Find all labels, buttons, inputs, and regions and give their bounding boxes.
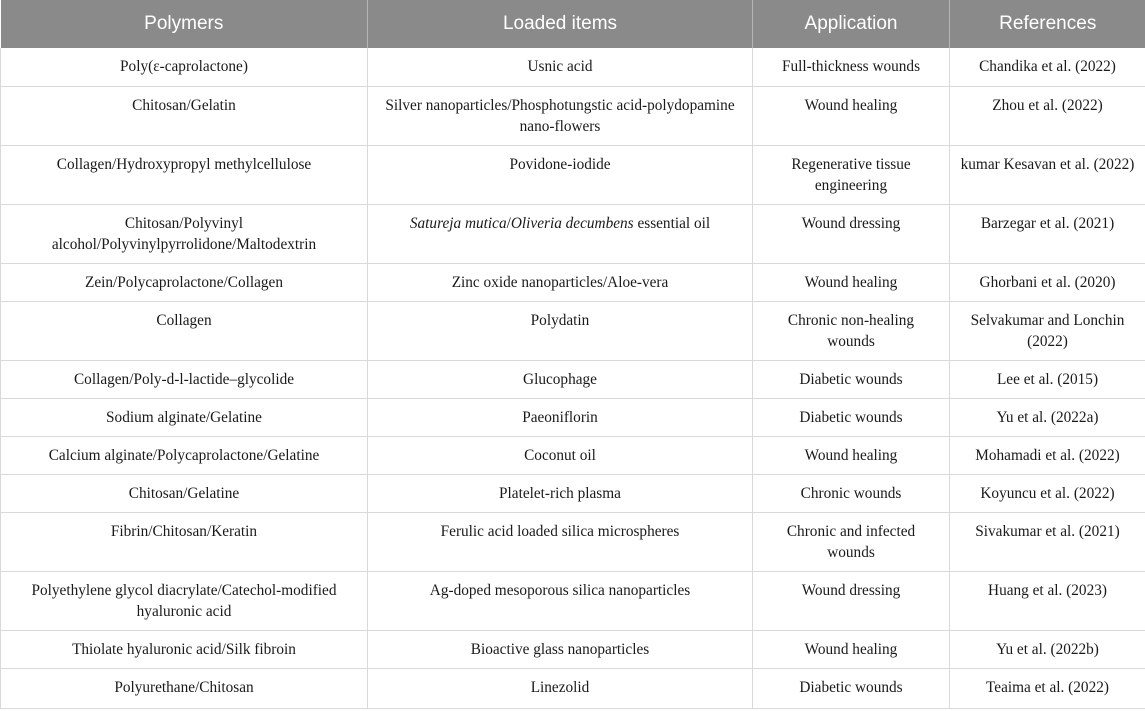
table-row bbox=[1, 263, 1145, 301]
cell-application: Regenerative tissue engineering bbox=[753, 145, 950, 204]
cell-polymers: Polyurethane/Chitosan bbox=[1, 668, 368, 708]
table-row bbox=[1, 668, 1145, 708]
cell-polymers: Chitosan/Gelatin bbox=[1, 86, 368, 145]
table-row bbox=[1, 301, 1145, 360]
cell-polymers: Zein/Polycaprolactone/Collagen bbox=[1, 263, 368, 301]
cell-polymers: Thiolate hyaluronic acid/Silk fibroin bbox=[1, 630, 368, 668]
loaded-italic-species-1: Satureja mutica bbox=[409, 214, 507, 232]
cell-reference: Zhou et al. (2022) bbox=[950, 86, 1145, 145]
cell-loaded-items: Platelet-rich plasma bbox=[368, 474, 753, 512]
cell-reference: Yu et al. (2022b) bbox=[950, 630, 1145, 668]
cell-reference: Ghorbani et al. (2020) bbox=[950, 263, 1145, 301]
cell-application: Wound healing bbox=[753, 630, 950, 668]
cell-polymers: Calcium alginate/Polycaprolactone/Gelatine bbox=[1, 436, 368, 474]
cell-loaded-items: Ferulic acid loaded silica microspheres bbox=[368, 512, 753, 571]
cell-polymers: Sodium alginate/Gelatine bbox=[1, 398, 368, 436]
table-row bbox=[1, 630, 1145, 668]
cell-polymers: Chitosan/Polyvinyl alcohol/Polyvinylpyrrolidone/Maltodextrin bbox=[1, 204, 368, 263]
header-references: References bbox=[950, 0, 1145, 48]
cell-polymers: Chitosan/Gelatine bbox=[1, 474, 368, 512]
table-row bbox=[1, 512, 1145, 571]
loaded-suffix: essential oil bbox=[633, 214, 711, 232]
cell-polymers: Fibrin/Chitosan/Keratin bbox=[1, 512, 368, 571]
cell-loaded-items: Glucophage bbox=[368, 360, 753, 398]
table-row bbox=[1, 474, 1145, 512]
cell-loaded-items: Bioactive glass nanoparticles bbox=[368, 630, 753, 668]
table-row bbox=[1, 436, 1145, 474]
cell-application: Full-thickness wounds bbox=[753, 48, 950, 86]
cell-application: Chronic and infected wounds bbox=[753, 512, 950, 571]
cell-application: Diabetic wounds bbox=[753, 668, 950, 708]
cell-application: Diabetic wounds bbox=[753, 398, 950, 436]
table-row bbox=[1, 48, 1145, 86]
cell-loaded-items: Coconut oil bbox=[368, 436, 753, 474]
cell-application: Wound healing bbox=[753, 86, 950, 145]
cell-loaded-items: Polydatin bbox=[368, 301, 753, 360]
table-row bbox=[1, 86, 1145, 145]
cell-reference: Yu et al. (2022a) bbox=[950, 398, 1145, 436]
cell-polymers: Collagen bbox=[1, 301, 368, 360]
cell-application: Wound dressing bbox=[753, 571, 950, 630]
cell-reference: Sivakumar et al. (2021) bbox=[950, 512, 1145, 571]
cell-application: Wound healing bbox=[753, 263, 950, 301]
header-application: Application bbox=[753, 0, 950, 48]
table-row bbox=[1, 360, 1145, 398]
cell-reference: Barzegar et al. (2021) bbox=[950, 204, 1145, 263]
header-row bbox=[1, 0, 1145, 48]
cell-reference: kumar Kesavan et al. (2022) bbox=[950, 145, 1145, 204]
cell-reference: Mohamadi et al. (2022) bbox=[950, 436, 1145, 474]
cell-loaded-items: Linezolid bbox=[368, 668, 753, 708]
cell-reference: Chandika et al. (2022) bbox=[950, 48, 1145, 86]
cell-loaded-items: Zinc oxide nanoparticles/Aloe-vera bbox=[368, 263, 753, 301]
cell-reference: Selvakumar and Lonchin (2022) bbox=[950, 301, 1145, 360]
cell-polymers: Collagen/Poly-d-l-lactide–glycolide bbox=[1, 360, 368, 398]
cell-polymers: Poly(ε-caprolactone) bbox=[1, 48, 368, 86]
header-polymers: Polymers bbox=[1, 0, 368, 48]
cell-polymers: Polyethylene glycol diacrylate/Catechol-modified hyaluronic acid bbox=[1, 571, 368, 630]
cell-loaded-items bbox=[368, 204, 753, 263]
cell-polymers: Collagen/Hydroxypropyl methylcellulose bbox=[1, 145, 368, 204]
cell-application: Wound healing bbox=[753, 436, 950, 474]
cell-loaded-items: Povidone-iodide bbox=[368, 145, 753, 204]
header-loaded-items: Loaded items bbox=[368, 0, 753, 48]
cell-reference: Lee et al. (2015) bbox=[950, 360, 1145, 398]
cell-application: Chronic non-healing wounds bbox=[753, 301, 950, 360]
table-row bbox=[1, 398, 1145, 436]
cell-application: Wound dressing bbox=[753, 204, 950, 263]
table-row bbox=[1, 204, 1145, 263]
cell-loaded-items: Usnic acid bbox=[368, 48, 753, 86]
loaded-separator: / bbox=[506, 214, 511, 232]
table-row bbox=[1, 571, 1145, 630]
cell-application: Diabetic wounds bbox=[753, 360, 950, 398]
cell-reference: Huang et al. (2023) bbox=[950, 571, 1145, 630]
loaded-italic-species-2: Oliveria decumbens bbox=[510, 214, 634, 232]
cell-reference: Teaima et al. (2022) bbox=[950, 668, 1145, 708]
table-row bbox=[1, 145, 1145, 204]
cell-reference: Koyuncu et al. (2022) bbox=[950, 474, 1145, 512]
cell-loaded-items: Ag-doped mesoporous silica nanoparticles bbox=[368, 571, 753, 630]
cell-loaded-items: Paeoniflorin bbox=[368, 398, 753, 436]
cell-application: Chronic wounds bbox=[753, 474, 950, 512]
cell-loaded-items: Silver nanoparticles/Phosphotungstic acid-polydopamine nano-flowers bbox=[368, 86, 753, 145]
